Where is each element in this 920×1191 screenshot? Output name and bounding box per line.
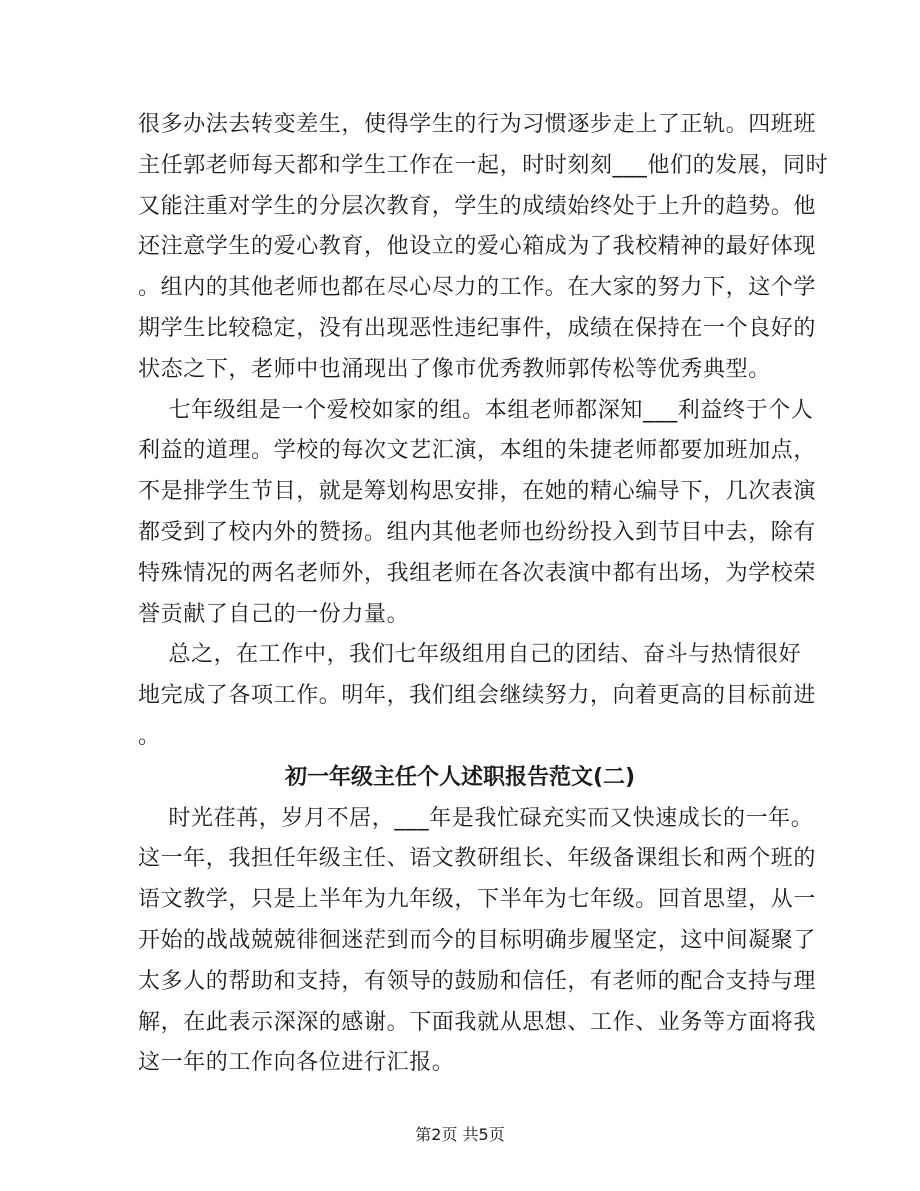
text-line: 时光荏苒，岁月不居，___年是我忙碌充实而又快速成长的一年。 [138,805,814,831]
text-line: 解，在此表示深深的感谢。下面我就从思想、工作、业务等方面将我 [138,1009,817,1035]
text-line: 七年级组是一个爱校如家的组。本组老师都深知___利益终于个人 [138,397,814,423]
text-line: 誉贡献了自己的一份力量。 [138,601,410,627]
text-line: 主任郭老师每天都和学生工作在一起，时时刻刻___他们的发展，同时 [138,152,829,178]
text-line: 状态之下，老师中也涌现出了像市优秀教师郭传松等优秀典型。 [138,356,771,382]
text-line: 语文教学，只是上半年为九年级，下半年为七年级。回首思望，从一 [138,887,817,913]
text-line: 这一年，我担任年级主任、语文教研组长、年级备课组长和两个班的 [138,846,817,872]
page-number-footer: 第2页 共5页 [415,1125,505,1144]
text-line: 。 [138,724,161,749]
text-line: 太多人的帮助和支持，有领导的鼓励和信任，有老师的配合支持与理 [138,968,817,994]
text-line: 地完成了各项工作。明年，我们组会继续努力，向着更高的目标前进 [138,683,817,709]
text-line: 还注意学生的爱心教育，他设立的爱心箱成为了我校精神的最好体现 [138,234,817,260]
text-line: 利益的道理。学校的每次文艺汇演，本组的朱捷老师都要加班加点， [138,438,817,464]
text-line: 又能注重对学生的分层次教育，学生的成绩始终处于上升的趋势。他 [138,193,817,219]
text-line: 都受到了校内外的赞扬。组内其他老师也纷纷投入到节目中去，除有 [138,520,817,545]
text-line: 很多办法去转变差生，使得学生的行为习惯逐步走上了正轨。四班班 [138,112,817,137]
text-line: 特殊情况的两名老师外，我组老师在各次表演中都有出场，为学校荣 [138,560,817,586]
text-line: 。组内的其他老师也都在尽心尽力的工作。在大家的努力下，这个学 [138,275,817,301]
text-line: 期学生比较稳定，没有出现恶性违纪事件，成绩在保持在一个良好的 [138,316,817,341]
text-line: 总之，在工作中，我们七年级组用自己的团结、奋斗与热情很好 [138,642,802,668]
text-line: 这一年的工作向各位进行汇报。 [138,1050,455,1076]
text-line: 开始的战战兢兢徘徊迷茫到而今的目标明确步履坚定，这中间凝聚了 [138,928,817,953]
text-line: 不是排学生节目，就是筹划构思安排，在她的精心编导下，几次表演 [138,479,817,505]
section-heading: 初一年级主任个人述职报告范文(二) [284,764,636,790]
